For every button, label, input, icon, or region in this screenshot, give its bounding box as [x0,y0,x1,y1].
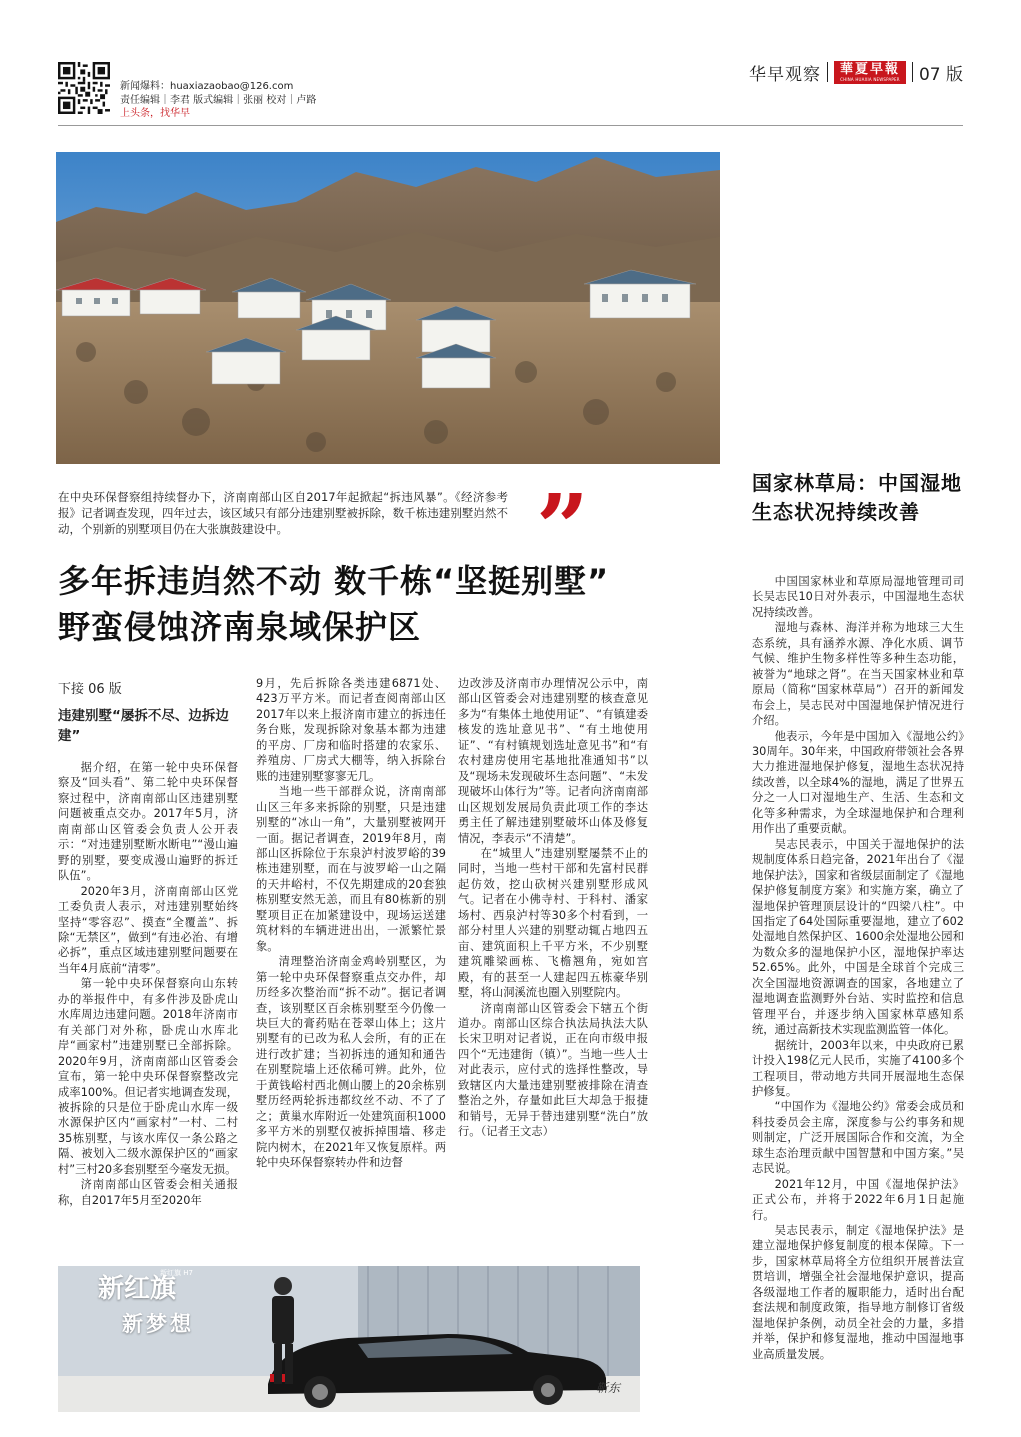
newspaper-logo [834,61,906,84]
editors-line: 责任编辑｜李君 版式编辑｜张丽 校对｜卢路 [120,94,317,106]
paragraph: 据统计，2003年以来，中央政府已累计投入198亿元人民币，实施了4100多个工程项目，带动地方共同开展湿地生态保护修复。 [752,1038,964,1098]
paragraph: 中国国家林业和草原局湿地管理司司长吴志民10日对外表示，中国湿地生态状况持续改善。 [752,575,964,619]
ad-brand: 新红旗 [98,1274,177,1304]
photo-caption: 在中央环保督察组持续督办下，济南南部山区自2017年起掀起“拆违风暴”。《经济参考报》记者调查发现，四年过去，该区域只有部分违建别墅被拆除，数千栋违建别墅岿然不动，个别新的别墅项目仍在大张旗鼓建设中。 [58,490,508,536]
paragraph: 2020年3月，济南南部山区党工委负责人表示，对违建别墅始终坚持“零容忍”、摸查“全覆盖”、拆除“无禁区”，做到“有违必治、有增必拆”，重点区域违建别墅问题要在当年4月底前“清零”。 [58,884,238,975]
ad-slogan: 新梦想 [122,1312,194,1336]
page-header-right [749,60,963,84]
paragraph: 当地一些干部群众说，济南南部山区三年多来拆除的别墅，只是违建别墅的“冰山一角”，大量别墅被网开一面。据记者调查，2019年8月，南部山区拆除位于东泉泸村波罗峪的39栋违建别墅，而在与波罗峪一山之隔的天井峪村，不仅先期建成的20套独栋别墅安然无恙，而且有80栋新的别墅项目正在加紧建设中，现场运送建筑材料的车辆进进出出，一派繁忙景象。 [256,785,446,953]
paragraph: “中国作为《湿地公约》常委会成员和科技委员会主席，深度参与公约事务和规则制定，广泛开展国际合作和交流，为全球生态治理贡献中国智慧和中国方案。”吴志民说。 [752,1100,964,1176]
page-number: 07 版 [918,64,963,85]
sidebar-article-body [752,574,964,1362]
logo-text-en: CHINA HUAXIA NEWSPAPER [840,77,900,82]
article-column-1 [58,760,238,1208]
paragraph: 清理整治济南金鸡岭别墅区，为第一轮中央环保督察重点交办件，却历经多次整治而“拆不动”。据记者调查，该别墅区百余栋别墅至今仍像一块巨大的膏药贴在苍翠山体上；这片别墅有的已改为私人会所，有的正在进行改扩建；当初拆违的通知和通告在别墅院墙上还依稀可辨。此外，位于黄钱峪村西北侧山腰上的20余栋别墅历经两轮拆违都纹丝不动、不了了之；黄巢水库附近一处建筑面积1000多平方米的别墅仅被拆掉围墙、移走院内树木，在2021年又恢复原样。两轮中央环保督察转办件和边督 [256,955,446,1170]
paragraph: 济南南部山区管委会相关通报称，自2017年5月至2020年 [58,1178,238,1207]
slogan: 上头条，找华早 [120,108,190,119]
masthead-meta [120,80,316,121]
paragraph: 边改涉及济南市办理情况公示中，南部山区管委会对违建别墅的核查意见多为“有集体土地使用证”、“有镇建委核发的选址意见书”、“有土地使用证”、“有村镇规划选址意见书”和“有农村建房使用宅基地批准通知书”以及“现场未发现破坏生态问题”、“未发现破坏山体行为”等。记者向济南南部山区规划发展局负责此项工作的李达勇主任了解违建别墅破坏山体及修复情况，李表示“不清楚”。 [458,677,648,845]
paragraph: 湿地与森林、海洋并称为地球三大生态系统，具有涵养水源、净化水质、调节气候、维护生物多样性等多种生态功能，被誉为“地球之肾”。在当天国家林业和草原局（简称“国家林草局”）召开的新闻发布会上，吴志民对中国湿地保护情况进行介绍。 [752,621,964,728]
paragraph: 吴志民表示，中国关于湿地保护的法规制度体系日趋完备，2021年出台了《湿地保护法》，国家和省级层面制定了《湿地保护修复制度方案》和实施方案，确立了湿地保护管理顶层设计的“四梁八柱”。中国指定了64处国际重要湿地，建立了602处湿地自然保护区、1600余处湿地公园和为数众多的湿地保护小区，湿地保护率达52.65%。此外，中国是全球首个完成三次全国湿地资源调查的国家，各地建立了湿地调查监测野外台站、实时监控和信息管理平台，并逐步纳入国家林草感知系统，通过高新技术实现监测监管一体化。 [752,837,964,1037]
header-rule [58,125,963,126]
tip-line: 新闻爆料：huaxiazaobao@126.com [120,81,294,92]
paragraph: 济南南部山区管委会下辖五个街道办。南部山区综合执法局执法大队长宋卫明对记者说，正在向市级申报四个“无违建街（镇）”。当地一些人士对此表示，应付式的选择性整改，导致辖区内大量违建别墅被排除在清查整治之外，存量如此巨大却急于报捷和销号，无异于替违建别墅“洗白”放行。（记者王文志） [458,1001,648,1139]
paragraph: 第一轮中央环保督察向山东转办的举报件中，有多件涉及卧虎山水库周边违建问题。2018年济南市有关部门对外称，卧虎山水库北岸“画家村”违建别墅已全部拆除。2020年9月，济南南部山区管委会宣布，第一轮中央环保督察整改完成率100%。但记者实地调查发现，被拆除的只是位于卧虎山水库一级水源保护区内“画家村”一村、二村35栋别墅，与该水库仅一条公路之隔、被划入二级水源保护区的“画家村”三村20多套别墅至今毫发无损。 [58,977,238,1176]
paragraph: 他表示，今年是中国加入《湿地公约》30周年。30年来，中国政府带领社会各界大力推进湿地保护修复，湿地生态状况持续改善，以全球4%的湿地，满足了世界五分之一人口对湿地生产、生活、生态和文化等多种需求，为全球湿地保护和合理利用作出了重要贡献。 [752,729,964,836]
villas-landscape-photo [56,152,720,464]
car-advertisement [58,1266,640,1412]
headline-line-2: 野蛮侵蚀济南泉域保护区 [58,608,422,646]
headline-line-1: 多年拆违岿然不动 数千栋“坚挺别墅” [58,562,610,600]
paragraph: 2021年12月，中国《湿地保护法》正式公布，并将于2022年6月1日起施行。 [752,1177,964,1222]
divider [827,62,828,82]
decorative-quote-mark: ” [536,474,589,582]
main-headline [58,558,738,650]
paragraph: 据介绍，在第一轮中央环保督察及“回头看”、第二轮中央环保督察过程中，济南南部山区违建别墅问题被重点交办。2017年5月，济南南部山区管委会负责人公开表示：“对违建别墅断水断电”“漫山遍野的别墅，要变成漫山遍野的拆迁队伍”。 [58,761,238,883]
logo-text-cn: 華夏早報 [839,62,900,77]
article-column-3 [458,676,648,1140]
section-name: 华早观察 [748,64,821,85]
paragraph: 9月，先后拆除各类违建6871处、423万平方米。而记者查阅南部山区2017年以来上报济南市建立的拆违任务台账，发现拆除对象基本都为违建的平房、厂房和临时搭建的农家乐、养殖房、厂房式大棚等，纳入拆除台账的违建别墅寥寥无几。 [256,677,446,783]
sidebar-article-title: 国家林草局：中国湿地生态状况持续改善 [752,471,962,524]
paragraph: 吴志民表示，制定《湿地保护法》是建立湿地保护修复制度的根本保障。下一步，国家林草局将全方位组织开展普法宣贯培训，增强全社会湿地保护意识，提高各级湿地工作者的履职能力，适时出台配套法规和制度政策，指导地方制修订省级湿地保护条例，动员全社会的力量，多措并举，保护和修复湿地，推动中国湿地事业高质量发展。 [752,1224,964,1361]
paragraph: 在“城里人”违建别墅屡禁不止的同时，当地一些村干部和先富村民群起仿效，挖山砍树兴建别墅形成风气。记者在小佛寺村、于科村、潘家场村、西泉泸村等30多个村看到，一部分村里人兴建的别墅动辄占地四五亩、建筑面积上千平方米，不少别墅建筑雕梁画栋、飞檐翘角，宛如宫殿，有的甚至一人建起四五栋豪华别墅，将山洞溪流也圈入别墅院内。 [458,846,648,1000]
divider [912,62,913,82]
ad-model-tag: 新红旗 H7 [160,1269,193,1277]
continued-note: 下接 06 版 [58,682,122,697]
subheading: 违建别墅“屡拆不尽、边拆边建” [58,708,229,744]
qr-code-icon [58,62,110,114]
ad-signature: 靳东 [595,1381,620,1395]
article-column-2 [256,676,446,1171]
